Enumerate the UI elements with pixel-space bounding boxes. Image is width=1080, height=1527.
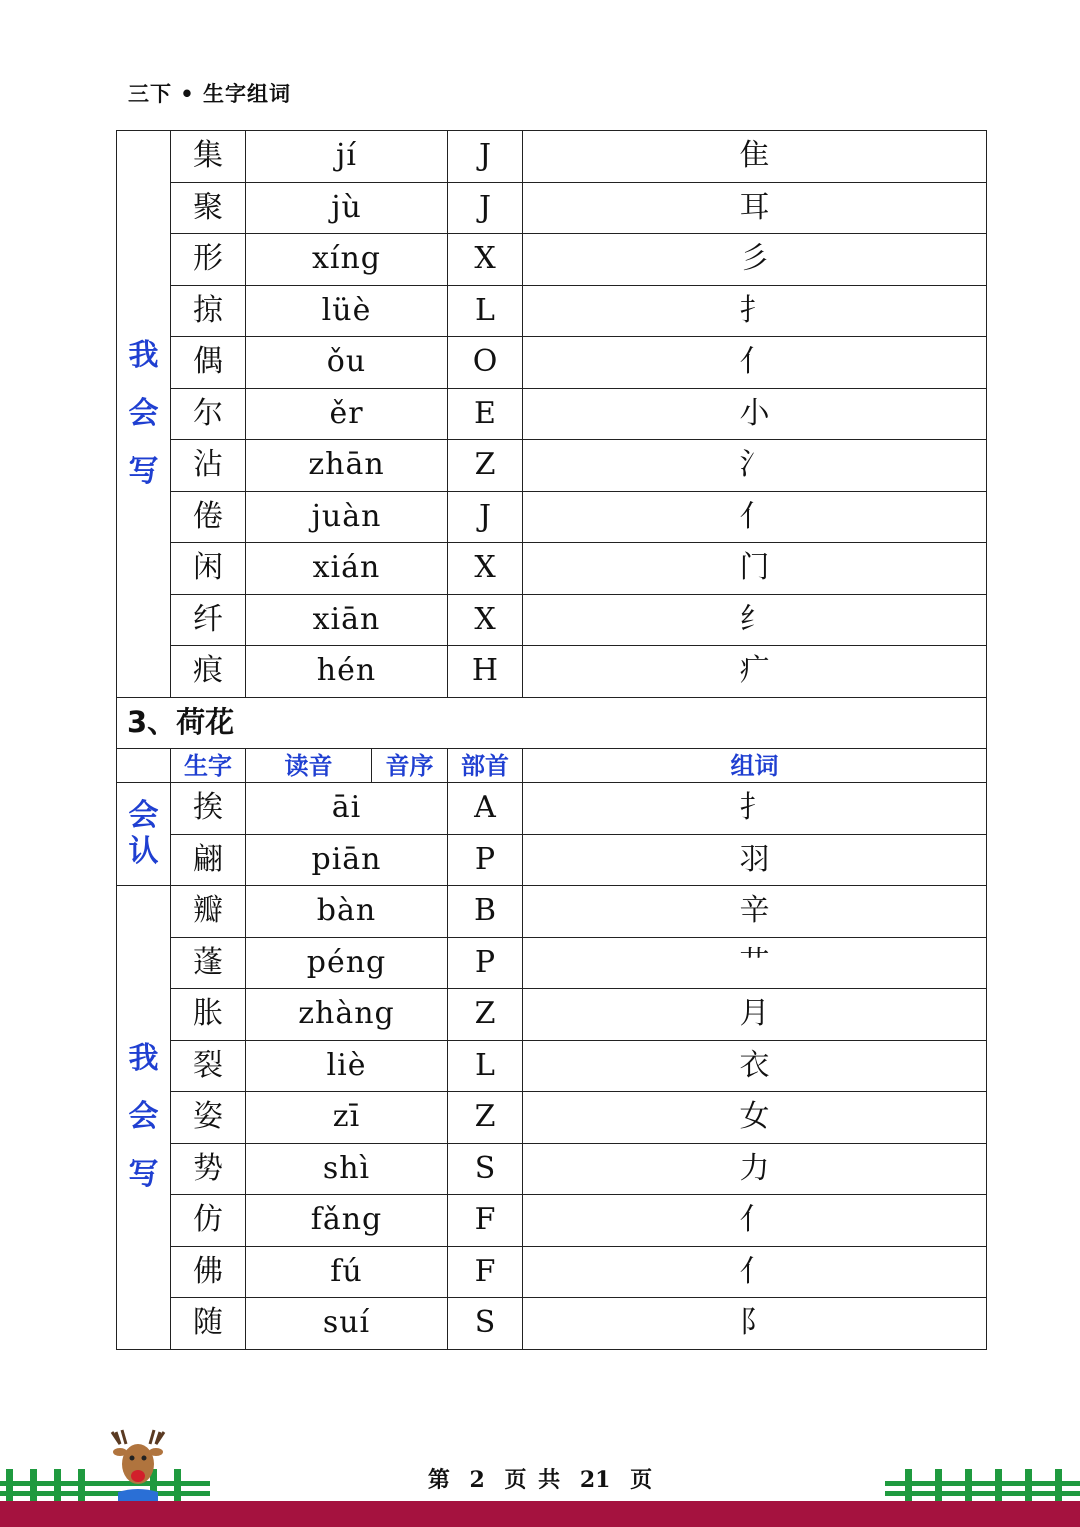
character-cell: 瓣 [171,886,246,938]
section-label-char: 认 [128,834,159,869]
lesson-row [117,697,987,749]
radical-cell: 阝 [523,1298,987,1350]
section-label-char: 写 [128,1157,159,1193]
radical-cell: 疒 [523,646,987,698]
total-pages: 21 [579,1467,611,1493]
column-header-order: 音序 [372,749,448,783]
radical-cell: 扌 [523,783,987,835]
order-cell: X [448,594,523,646]
pinyin-cell: jí [246,131,448,183]
character-cell: 掠 [171,285,246,337]
order-cell: L [448,1040,523,1092]
table-row [117,646,987,698]
pinyin-cell: zhān [246,440,448,492]
column-header-pinyin: 读音 [246,749,372,783]
pinyin-cell: bàn [246,886,448,938]
pinyin-cell: xiān [246,594,448,646]
character-cell: 姿 [171,1092,246,1144]
pinyin-cell: fú [246,1246,448,1298]
section-label-char: 会 [128,395,159,431]
table-row [117,131,987,183]
order-cell: Z [448,1092,523,1144]
table-row [117,234,987,286]
character-cell: 随 [171,1298,246,1350]
order-cell: J [448,182,523,234]
character-cell: 倦 [171,491,246,543]
radical-cell: 月 [523,989,987,1041]
radical-cell: 门 [523,543,987,595]
section-label [117,886,171,1350]
character-cell: 翩 [171,834,246,886]
character-cell: 集 [171,131,246,183]
order-cell: P [448,937,523,989]
character-cell: 纤 [171,594,246,646]
table-row [117,1246,987,1298]
section-label [117,783,171,886]
character-cell: 闲 [171,543,246,595]
character-cell: 偶 [171,337,246,389]
pinyin-cell: péng [246,937,448,989]
order-cell: A [448,783,523,835]
page-header: 三下 • 生字组词 [128,82,292,106]
radical-cell: 氵 [523,440,987,492]
page-prefix: 第 [427,1467,450,1493]
character-cell: 仿 [171,1195,246,1247]
pinyin-cell: xíng [246,234,448,286]
section-label-char: 会 [128,798,159,833]
current-page: 2 [469,1467,485,1493]
table-row [117,783,987,835]
order-cell: E [448,388,523,440]
pinyin-cell: jù [246,182,448,234]
radical-cell: 衣 [523,1040,987,1092]
order-cell: Z [448,440,523,492]
table-row [117,594,987,646]
pinyin-cell: liè [246,1040,448,1092]
table-row [117,1195,987,1247]
column-header-char: 生字 [171,749,246,783]
table-row [117,937,987,989]
radical-cell: 亻 [523,337,987,389]
order-cell: Z [448,989,523,1041]
table-row [117,440,987,492]
radical-cell: 亻 [523,1246,987,1298]
order-cell: X [448,234,523,286]
lesson-title: 3、荷花 [117,697,987,749]
page-middle: 页 共 [504,1467,561,1493]
pinyin-cell: hén [246,646,448,698]
column-header-row [117,749,987,783]
order-cell: J [448,131,523,183]
page-suffix: 页 [630,1467,653,1493]
pinyin-cell: āi [246,783,448,835]
radical-cell: 小 [523,388,987,440]
section-label-char: 我 [128,1041,159,1077]
table-row [117,1298,987,1350]
table-row [117,337,987,389]
column-header-radical: 部首 [448,749,523,783]
reindeer-icon [98,1428,178,1504]
pinyin-cell: shì [246,1143,448,1195]
character-cell: 佛 [171,1246,246,1298]
order-cell: J [448,491,523,543]
character-cell: 沾 [171,440,246,492]
radical-cell: 辛 [523,886,987,938]
pinyin-cell: lüè [246,285,448,337]
order-cell: F [448,1195,523,1247]
table-row [117,834,987,886]
character-cell: 形 [171,234,246,286]
character-cell: 裂 [171,1040,246,1092]
character-cell: 聚 [171,182,246,234]
table-row [117,182,987,234]
pinyin-cell: zhàng [246,989,448,1041]
section-label-char: 写 [128,453,159,489]
table-row [117,1092,987,1144]
radical-cell: 耳 [523,182,987,234]
column-header-words: 组词 [523,749,987,783]
pinyin-cell: piān [246,834,448,886]
pinyin-cell: xián [246,543,448,595]
radical-cell: 羽 [523,834,987,886]
pinyin-cell: zī [246,1092,448,1144]
footer-bar [0,1501,1080,1527]
character-cell: 蓬 [171,937,246,989]
radical-cell: 艹 [523,937,987,989]
table-row [117,543,987,595]
radical-cell: 隹 [523,131,987,183]
radical-cell: 扌 [523,285,987,337]
pinyin-cell: ěr [246,388,448,440]
section-label-char: 会 [128,1099,159,1135]
character-cell: 势 [171,1143,246,1195]
order-cell: B [448,886,523,938]
order-cell: S [448,1298,523,1350]
character-cell: 尔 [171,388,246,440]
pinyin-cell: fǎng [246,1195,448,1247]
order-cell: S [448,1143,523,1195]
order-cell: P [448,834,523,886]
radical-cell: 力 [523,1143,987,1195]
character-cell: 胀 [171,989,246,1041]
table-row [117,285,987,337]
order-cell: L [448,285,523,337]
order-cell: X [448,543,523,595]
section-label-char: 我 [128,337,159,373]
order-cell: H [448,646,523,698]
header-spacer [117,749,171,783]
radical-cell: 亻 [523,1195,987,1247]
vocabulary-table [116,130,987,1350]
order-cell: F [448,1246,523,1298]
radical-cell: 亻 [523,491,987,543]
order-cell: O [448,337,523,389]
pinyin-cell: ǒu [246,337,448,389]
radical-cell: 纟 [523,594,987,646]
fence-icon [885,1461,1080,1501]
radical-cell: 女 [523,1092,987,1144]
table-row [117,388,987,440]
character-cell: 痕 [171,646,246,698]
table-row [117,1040,987,1092]
section-label [117,131,171,698]
table-row [117,886,987,938]
character-cell: 挨 [171,783,246,835]
table-row [117,989,987,1041]
table-row [117,491,987,543]
pinyin-cell: juàn [246,491,448,543]
pinyin-cell: suí [246,1298,448,1350]
radical-cell: 彡 [523,234,987,286]
table-row [117,1143,987,1195]
